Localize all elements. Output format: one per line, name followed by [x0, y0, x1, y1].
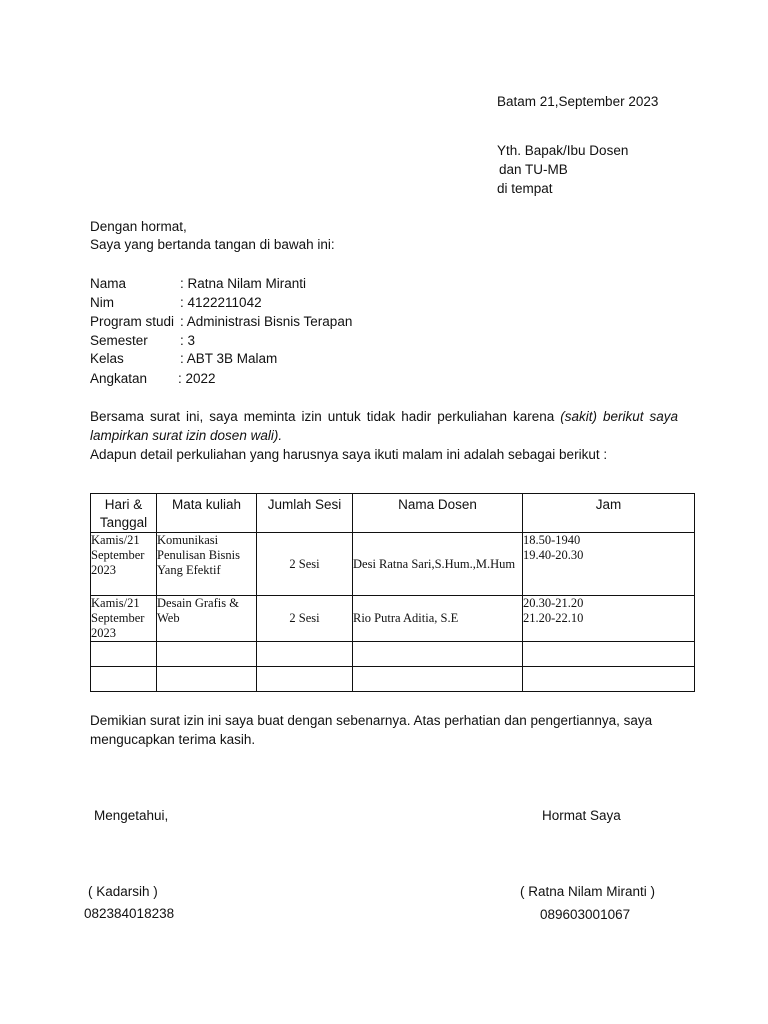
place-date: Batam 21,September 2023 — [497, 94, 659, 109]
empty-cell — [353, 642, 523, 667]
identity-label: Nim — [90, 295, 114, 310]
intro-text: Saya yang bertanda tangan di bawah ini: — [90, 237, 335, 252]
table-row-empty — [91, 642, 695, 667]
recipient-line: di tempat — [497, 181, 553, 196]
cell-matkul: Desain Grafis & Web — [157, 596, 257, 642]
identity-value: : 4122211042 — [180, 295, 262, 310]
identity-value: : 3 — [180, 333, 196, 348]
cell-hari: Kamis/21 September 2023 — [91, 533, 157, 596]
body-line — [90, 407, 678, 426]
right-signature-phone: 089603001067 — [540, 907, 631, 922]
table-header-row — [91, 494, 695, 533]
identity-label: Kelas — [90, 351, 124, 366]
cell-matkul: Komunikasi Penulisan Bisnis Yang Efektif — [157, 533, 257, 596]
schedule-table — [90, 493, 695, 692]
column-header: Jumlah Sesi — [257, 494, 353, 533]
table-row-empty — [91, 667, 695, 692]
column-header: Hari & Tanggal — [91, 494, 157, 533]
body-text: Bersama surat ini, saya meminta izin untuk tidak hadir perkuliahan karena — [90, 409, 555, 424]
cell-jam: 20.30-21.20 21.20-22.10 — [523, 596, 695, 642]
identity-value: : ABT 3B Malam — [180, 351, 278, 366]
right-signature-title: Hormat Saya — [542, 808, 621, 823]
recipient-line: dan TU-MB — [499, 162, 568, 177]
greeting: Dengan hormat, — [90, 219, 187, 234]
identity-value: : Administrasi Bisnis Terapan — [180, 314, 353, 329]
empty-cell — [91, 642, 157, 667]
cell-dosen: Desi Ratna Sari,S.Hum.,M.Hum — [353, 533, 523, 596]
empty-cell — [91, 667, 157, 692]
empty-cell — [353, 667, 523, 692]
cell-jam: 18.50-1940 19.40-20.30 — [523, 533, 695, 596]
body-italic-text: (sakit) berikut saya — [560, 409, 678, 424]
empty-cell — [257, 667, 353, 692]
closing-line: Demikian surat izin ini saya buat dengan sebenarnya. Atas perhatian dan pengertiannya, saya — [90, 713, 653, 728]
body-italic-text: lampirkan surat izin dosen wali). — [90, 428, 283, 443]
table-row — [91, 596, 695, 642]
identity-label: Semester — [90, 333, 148, 348]
left-signature-phone: 082384018238 — [84, 906, 175, 921]
identity-value: : Ratna Nilam Miranti — [180, 276, 307, 291]
left-signature-title: Mengetahui, — [94, 808, 169, 823]
identity-label: Nama — [90, 276, 127, 291]
recipient-line: Yth. Bapak/Ibu Dosen — [497, 143, 629, 158]
empty-cell — [523, 642, 695, 667]
cell-dosen: Rio Putra Aditia, S.E — [353, 596, 523, 642]
body-line — [90, 426, 680, 445]
cell-sesi: 2 Sesi — [257, 533, 353, 596]
right-signature-name: ( Ratna Nilam Miranti ) — [520, 884, 656, 899]
body-line: Adapun detail perkuliahan yang harusnya saya ikuti malam ini adalah sebagai berikut : — [90, 447, 608, 462]
left-signature-name: ( Kadarsih ) — [88, 884, 158, 899]
body-paragraph — [90, 407, 680, 464]
empty-cell — [157, 642, 257, 667]
column-header: Jam — [523, 494, 695, 533]
empty-cell — [257, 642, 353, 667]
cell-sesi: 2 Sesi — [257, 596, 353, 642]
identity-label: Angkatan — [90, 371, 148, 386]
column-header: Nama Dosen — [353, 494, 523, 533]
table-row — [91, 533, 695, 596]
identity-label: Program studi — [90, 314, 175, 329]
identity-value: : 2022 — [178, 371, 216, 386]
closing-line: mengucapkan terima kasih. — [90, 732, 256, 747]
column-header: Mata kuliah — [157, 494, 257, 533]
cell-hari: Kamis/21 September 2023 — [91, 596, 157, 642]
empty-cell — [157, 667, 257, 692]
empty-cell — [523, 667, 695, 692]
